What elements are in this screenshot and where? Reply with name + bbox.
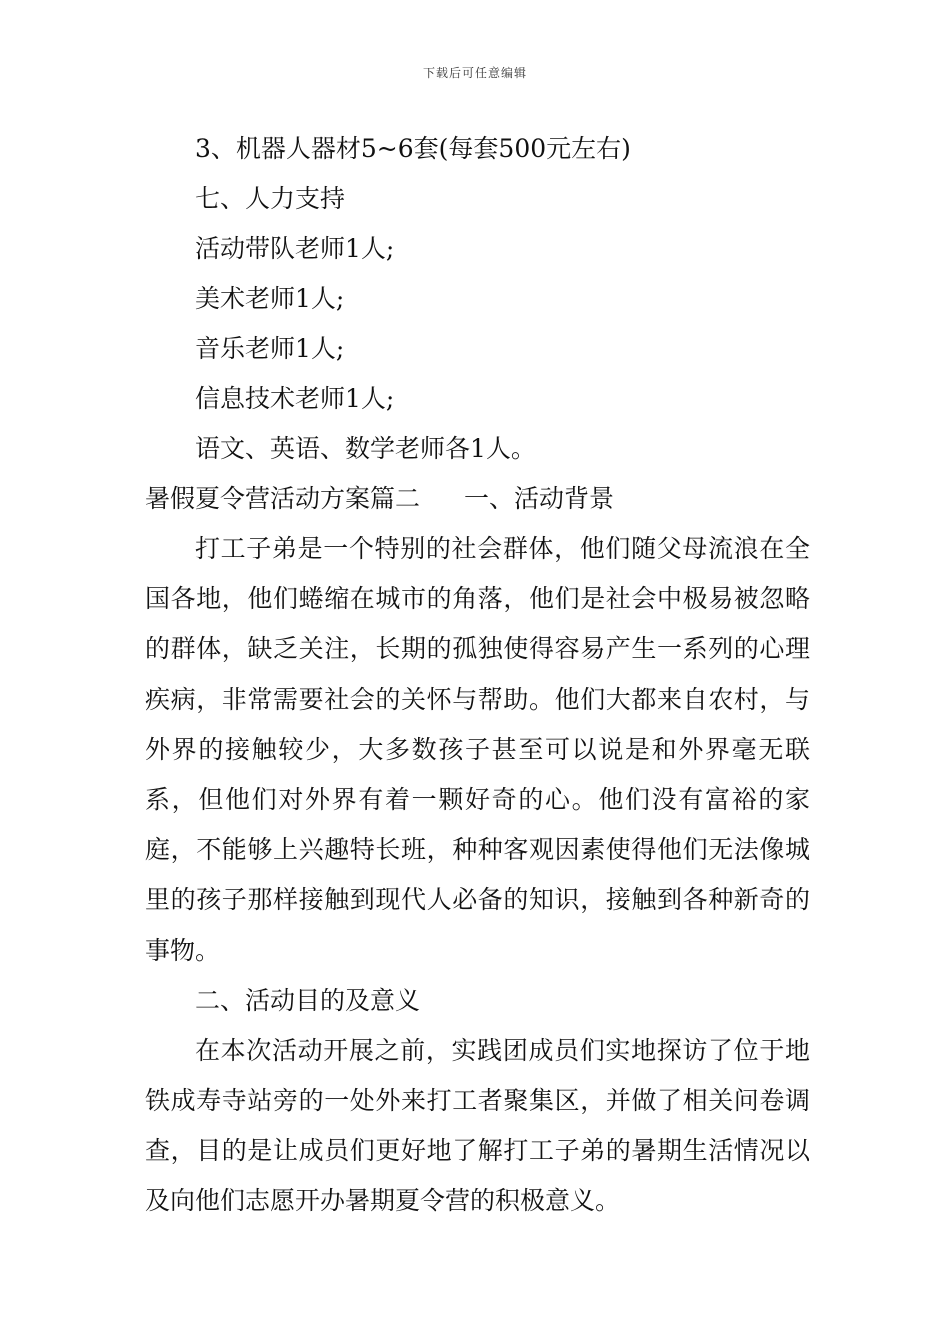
document-section-title: 暑假夏令营活动方案篇二 (145, 484, 421, 513)
list-item: 美术老师1人; (195, 284, 345, 313)
purpose-paragraph: 在本次活动开展之前，实践团成员们实地探访了位于地铁成寿寺站旁的一处外来打工者聚集区，并做了相关问卷调查，目的是让成员们更好地了解打工子弟的暑期生活情况以及向他们志愿开办暑期夏令营的积极意义。 (145, 1035, 810, 1216)
list-item: 3、机器人器材5~6套(每套500元左右) (195, 134, 631, 163)
background-paragraph: 打工子弟是一个特别的社会群体，他们随父母流浪在全国各地，他们蜷缩在城市的角落，他们是社会中极易被忽略的群体，缺乏关注，长期的孤独使得容易产生一系列的心理疾病，非常需要社会的关怀与帮助。他们大都来自农村，与外界的接触较少，大多数孩子甚至可以说是和外界毫无联系，但他们对外界有着一颗好奇的心。他们没有富裕的家庭，不能够上兴趣特长班，种种客观因素使得他们无法像城里的孩子那样接触到现代人必备的知识，接触到各种新奇的事物。 (145, 534, 810, 965)
list-item: 信息技术老师1人; (195, 384, 395, 413)
section-heading-hr-support: 七、人力支持 (195, 184, 346, 213)
list-item: 活动带队老师1人; (195, 234, 395, 263)
list-item: 语文、英语、数学老师各1人。 (195, 434, 536, 463)
purpose-heading: 二、活动目的及意义 (195, 985, 421, 1015)
page-header-note: 下载后可任意编辑 (422, 66, 527, 80)
section-title-line (145, 474, 810, 524)
list-item: 音乐老师1人; (195, 334, 345, 363)
document-body (145, 124, 810, 1227)
section-subtitle: 一、活动背景 (464, 484, 615, 513)
